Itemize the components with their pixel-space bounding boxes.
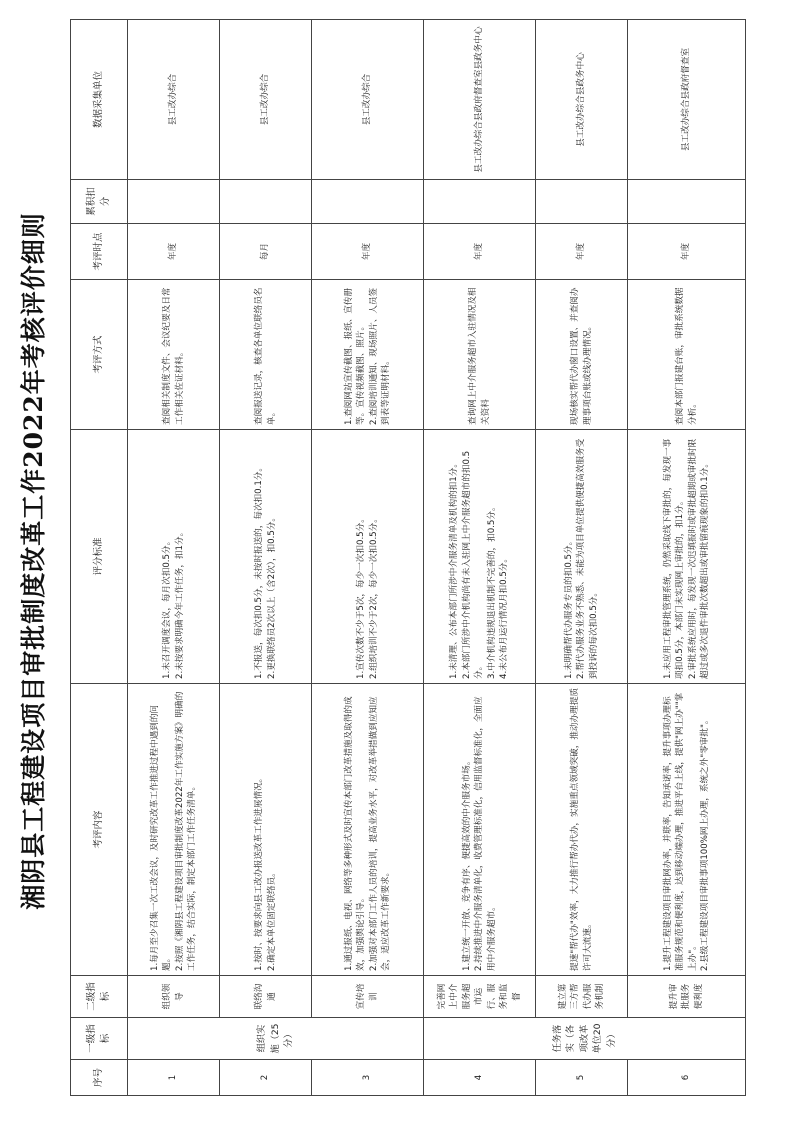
row-method: 查阅报送记录，核查各单位联络员名单。 [220, 280, 312, 430]
row-source: 县工改办综合 [128, 20, 220, 180]
row-level2: 组织领导 [128, 976, 220, 1018]
row-score [424, 180, 536, 224]
row-source: 县工改办综合 [220, 20, 312, 180]
row-seq: 5 [536, 1060, 628, 1096]
row-score [536, 180, 628, 224]
row-score [220, 180, 312, 224]
header-row [71, 20, 128, 1096]
header-standard: 评分标准 [71, 430, 128, 684]
row-content: 1.每月至少召集一次工改会议，及时研究改革工作推进过程中遇到的问题。 2.按照《湘阴县工程建设项目审批制度改革2022年工作实施方案》明确的工作任务，结合实际，制定本部门工作任务清单。 [128, 684, 220, 976]
row-seq: 2 [220, 1060, 312, 1096]
row-seq: 1 [128, 1060, 220, 1096]
row-content: 1.通过报纸、电视、网络等多种形式及时宣传本部门改革措施及取得的成效，加强舆论引导。 2.加强对本部门工作人员的培训，提高业务水平，对改革举措做到应知应会，适应改革工作新要求。 [312, 684, 424, 976]
row-source: 县工改办综合县政府督查室县政务中心 [424, 20, 536, 180]
row-method: 查阅相关制度文件、会议纪要及日常工作相关佐证材料。 [128, 280, 220, 430]
row-period: 年度 [536, 224, 628, 280]
header-seq: 序号 [71, 1060, 128, 1096]
row-standard: 1.不报送，每次扣0.5分，未按时报送的，每次扣0.1分。 2.更换联络员2次以上（含2次），扣0.5分。 [220, 430, 312, 684]
header-level2: 二级指标 [71, 976, 128, 1018]
row-period: 年度 [312, 224, 424, 280]
row-method: 查阅本部门报建台账，审批系统数据分析。 [628, 280, 746, 430]
table-row [628, 20, 746, 1096]
row-standard: 1.宣传次数不少于5次，每少一次扣0.5分。 2.组织培训不少于2次，每少一次扣0.5分。 [312, 430, 424, 684]
row-score [312, 180, 424, 224]
row-level2: 完善网上中介服务超市运行、服务和监督 [424, 976, 536, 1018]
header-content: 考评内容 [71, 684, 128, 976]
row-seq: 3 [312, 1060, 424, 1096]
row-standard: 1.未清理、公布本部门所涉中介服务清单及机构的扣1分。 2.本部门所涉中介机构尚有未入驻网上中介服务超市的扣0.5分。 3.中介机构违规退出机制不完善的，扣0.5分。 4.未公布月运行情况月扣0.5分。 [424, 430, 536, 684]
row-period: 每月 [220, 224, 312, 280]
row-standard: 1.未明确帮代办服务专员的扣0.5分。 2.帮代办服务业务不熟悉、未能为项目单位提供便捷高效服务受到投诉的每次扣0.5分。 [536, 430, 628, 684]
row-source: 县工改办综合 [312, 20, 424, 180]
header-period: 考评时点 [71, 224, 128, 280]
document-title: 湘阴县工程建设项目审批制度改革工作2022年考核评价细则 [19, 212, 48, 910]
table-row [220, 20, 312, 1096]
table-row [128, 20, 220, 1096]
row-period: 年度 [128, 224, 220, 280]
row-content: 1.建立统一开放、竞争有序、便捷高效的中介服务市场。 2.持续推进中介服务清单化，收费管理标准化，信用监督标准化，全面应用中介服务超市。 [424, 684, 536, 976]
row-period: 年度 [628, 224, 746, 280]
row-level2: 宣传培训 [312, 976, 424, 1018]
row-standard: 1.未召开调度会议，每月次扣0.5分。 2.未按要求明确今年工作任务，扣1分。 [128, 430, 220, 684]
category-cell: 组织实施（25分） [128, 1018, 424, 1060]
header-score: 累积扣分 [71, 180, 128, 224]
row-source: 县工改办综合县政府督查室 [628, 20, 746, 180]
row-method: 1.查阅网站宣传截图、报纸、宣传册等。宣传视频截图、照片。 2.查阅培训通知、现场照片、人员签到表等证明材料。 [312, 280, 424, 430]
row-score [128, 180, 220, 224]
row-content: 提速"帮代办"效率，大力推行帮办代办，实施重点领域突破，推动办理提质许可大流速。 [536, 684, 628, 976]
header-method: 考评方式 [71, 280, 128, 430]
row-content: 1.提升工程建设项目审批网办率，并联率，告知承诺率，提升事项办理标准服务规范和便利度，达到移动端办理，推进平台上线，提供"网上办""掌上办"。 2.县级工程建设项目审批事项100%网上办理，系统之外"零审批"。 [628, 684, 746, 976]
row-level2: 建立第三方帮代办服务机制 [536, 976, 628, 1018]
row-level2: 提升审批服务便利度 [628, 976, 746, 1018]
row-method: 查询网上中介服务超市入驻情况及相关资料 [424, 280, 536, 430]
row-content: 1.按时、按要求向县工改办报送改革工作进展情况。 2.确定本单位固定联络员。 [220, 684, 312, 976]
table-row [536, 20, 628, 1096]
evaluation-table [70, 19, 746, 1096]
row-source: 县工改办综合县政务中心 [536, 20, 628, 180]
header-level1: 一级指标 [71, 1018, 128, 1060]
row-level2: 联络沟通 [220, 976, 312, 1018]
table-row [312, 20, 424, 1096]
category-cell: 任务落实（各项改革单位20分） [424, 1018, 746, 1060]
row-method: 现场核实帮代办窗口设置、并查阅办理事项台账或线办理情况。 [536, 280, 628, 430]
table-row [424, 20, 536, 1096]
row-seq: 6 [628, 1060, 746, 1096]
row-period: 年度 [424, 224, 536, 280]
row-seq: 4 [424, 1060, 536, 1096]
row-score [628, 180, 746, 224]
header-source: 数据采集单位 [71, 20, 128, 180]
row-standard: 1.未应用工程审批管理系统，仍然采取线下审批的，每发现一事项扣0.5分，本部门未实现网上审批的，扣1分。 2.审批系统应用时，每发现一次迟填报时或审批超期或审批时限超过或多次退件审批次数超出或审批留痕现象的扣0.1分。 [628, 430, 746, 684]
